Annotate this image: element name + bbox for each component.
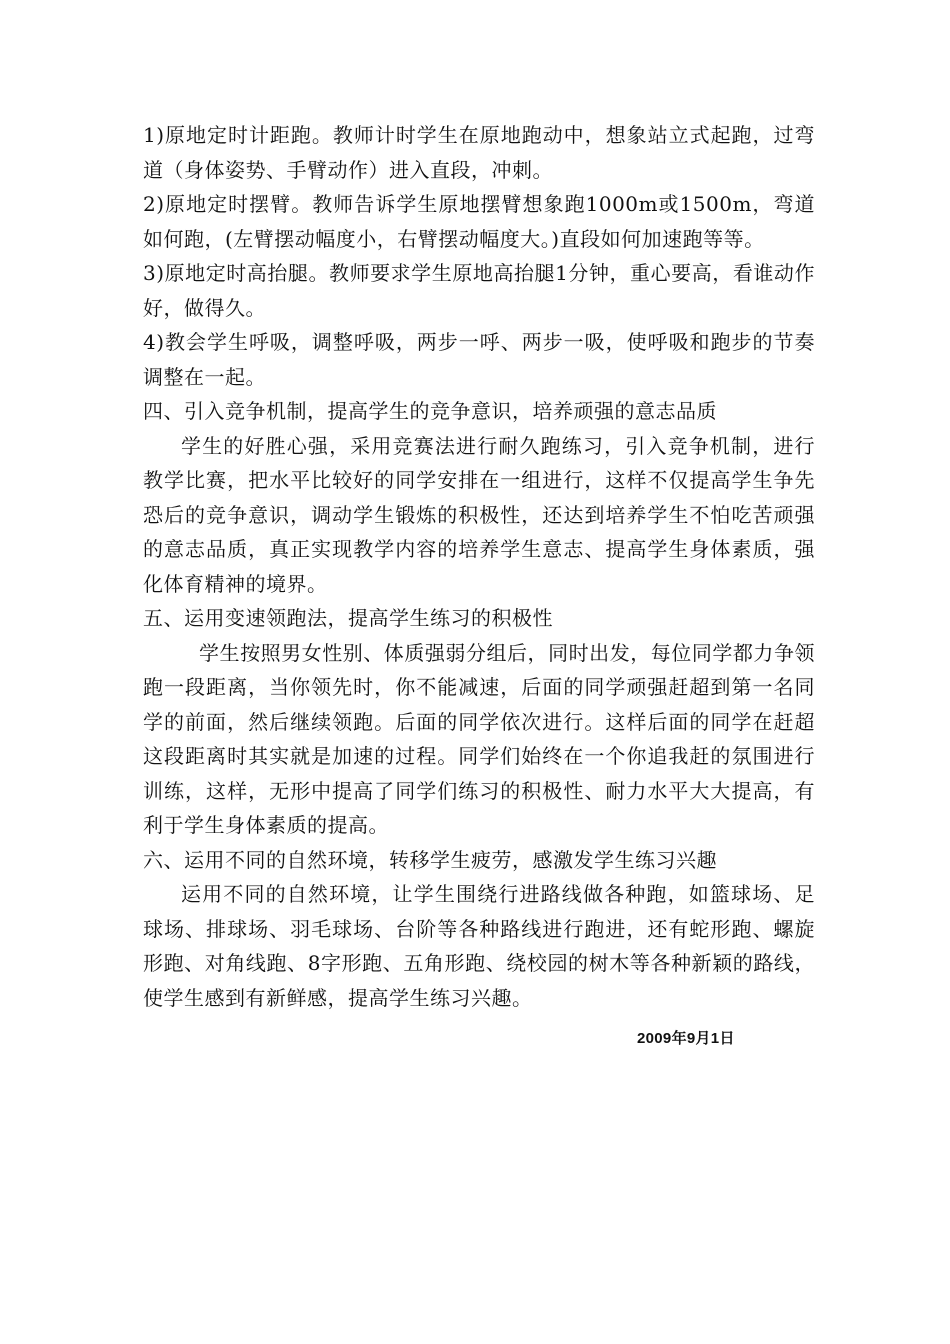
list-item-1: 1)原地定时计距跑。教师计时学生在原地跑动中，想象站立式起跑，过弯道（身体姿势、手臂动作）进入直段，冲刺。 xyxy=(143,123,815,182)
section-4-paragraph: 学生的好胜心强，采用竞赛法进行耐久跑练习，引入竞争机制，进行教学比赛，把水平比较好的同学安排在一组进行，这样不仅提高学生争先恐后的竞争意识，调动学生锻炼的积极性，还达到培养学生不怕吃苦顽强的意志品质，真正实现教学内容的培养学生意志、提高学生身体素质，强化体育精神的境界。 xyxy=(143,433,815,596)
section-5-heading: 五、运用变速领跑法，提高学生练习的积极性 xyxy=(143,606,553,630)
list-item-3: 3)原地定时高抬腿。教师要求学生原地高抬腿1分钟，重心要高，看谁动作好，做得久。 xyxy=(143,261,815,320)
section-5-paragraph: 学生按照男女性别、体质强弱分组后，同时出发，每位同学都力争领跑一段距离，当你领先时，你不能减速，后面的同学顽强赶超到第一名同学的前面，然后继续领跑。后面的同学依次进行。这样后面的同学在赶超这段距离时其实就是加速的过程。同学们始终在一个你追我赶的氛围进行训练，这样，无形中提高了同学们练习的积极性、耐力水平大大提高，有利于学生身体素质的提高。 xyxy=(143,640,815,837)
section-6-heading: 六、运用不同的自然环境，转移学生疲劳，感激发学生练习兴趣 xyxy=(143,847,717,872)
list-item-4: 4)教会学生呼吸，调整呼吸，两步一呼、两步一吸，使呼吸和跑步的节奏调整在一起。 xyxy=(143,330,815,389)
document-date: 2009年9月1日 xyxy=(637,1030,735,1047)
section-6-paragraph: 运用不同的自然环境，让学生围绕行进路线做各种跑，如篮球场、足球场、排球场、羽毛球场、台阶等各种路线进行跑进，还有蛇形跑、螺旋形跑、对角线跑、8字形跑、五角形跑、绕校园的树木等各种新颖的路线，使学生感到有新鲜感，提高学生练习兴趣。 xyxy=(143,882,815,1010)
list-item-2: 2)原地定时摆臂。教师告诉学生原地摆臂想象跑1000m或1500m，弯道如何跑，(左臂摆动幅度小，右臂摆动幅度大。)直段如何加速跑等等。 xyxy=(143,192,815,251)
document-body xyxy=(143,118,815,1015)
section-4-heading: 四、引入竞争机制，提高学生的竞争意识，培养顽强的意志品质 xyxy=(143,399,717,423)
